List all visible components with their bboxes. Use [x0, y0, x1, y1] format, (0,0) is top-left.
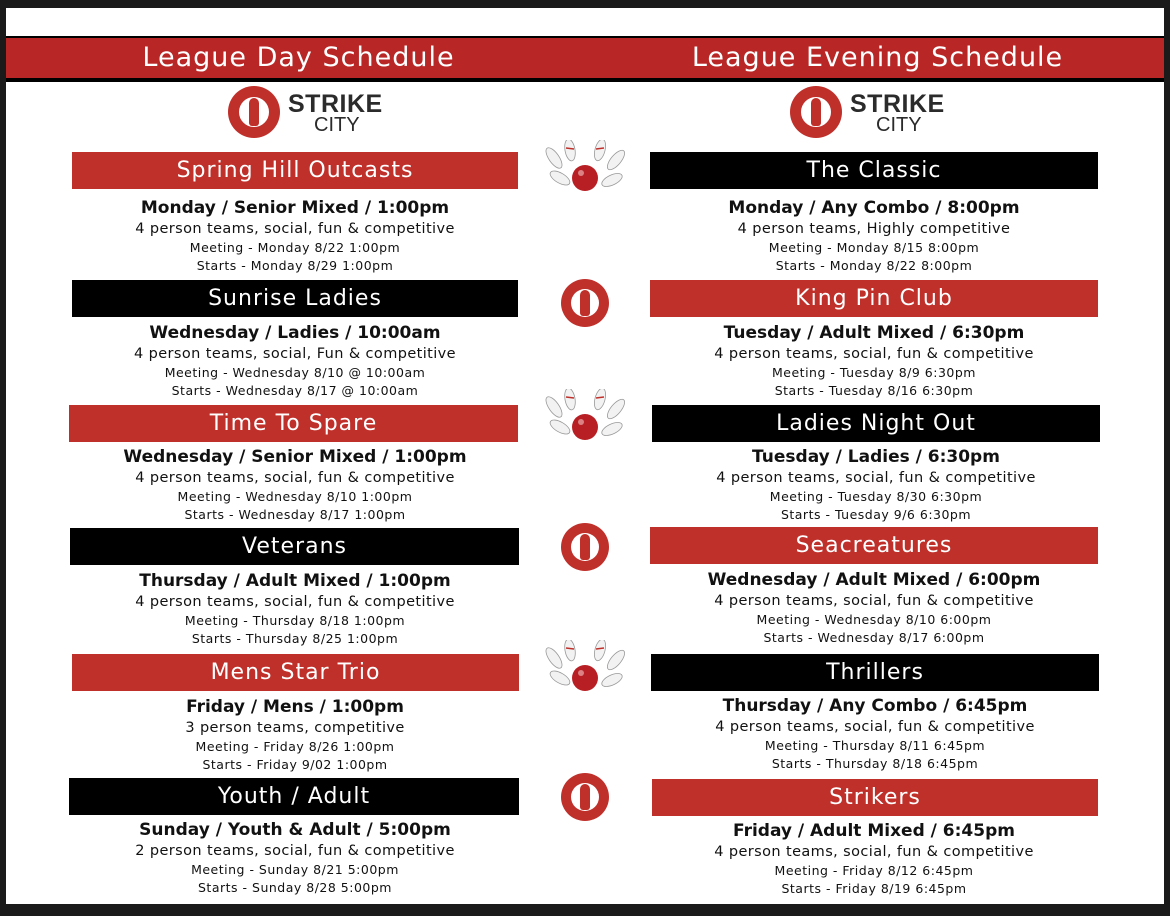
league-meeting: Meeting - Wednesday 8/10 @ 10:00am [164, 365, 426, 380]
league-meeting: Meeting - Tuesday 8/9 6:30pm [772, 365, 976, 380]
league-info [650, 568, 1098, 647]
schedule-flyer [6, 8, 1164, 904]
league-schedule: Tuesday / Adult Mixed / 6:30pm [723, 323, 1025, 343]
league-details: 2 person teams, social, fun & competitive [135, 843, 455, 859]
bowling-pins-strike-icon [540, 640, 630, 702]
day-schedule-title: League Day Schedule [142, 42, 455, 73]
league-starts: Starts - Thursday 8/25 1:00pm [191, 631, 399, 646]
league-details: 4 person teams, social, fun & competitive [716, 470, 1036, 486]
league-starts: Starts - Tuesday 8/16 6:30pm [774, 383, 974, 398]
strike-city-logo-right: STRIKE CITY [790, 86, 960, 142]
league-title-spring-hill-outcasts: Spring Hill Outcasts [72, 152, 518, 189]
league-schedule: Friday / Mens / 1:00pm [186, 697, 404, 717]
league-info [650, 819, 1098, 898]
league-details: 4 person teams, social, fun & competitive [714, 844, 1034, 860]
league-title-king-pin-club: King Pin Club [650, 280, 1098, 317]
league-starts: Starts - Tuesday 9/6 6:30pm [780, 507, 972, 522]
league-starts: Starts - Sunday 8/28 5:00pm [198, 880, 392, 895]
league-starts: Starts - Thursday 8/18 6:45pm [771, 756, 979, 771]
league-title-mens-star-trio: Mens Star Trio [72, 654, 519, 691]
league-starts: Starts - Wednesday 8/17 1:00pm [184, 507, 406, 522]
league-starts: Starts - Wednesday 8/17 6:00pm [763, 630, 985, 645]
league-details: 4 person teams, social, Fun & competitive [134, 346, 456, 362]
league-details: 4 person teams, Highly competitive [737, 221, 1011, 237]
league-details: 4 person teams, social, fun & competitive [135, 221, 455, 237]
league-schedule: Monday / Any Combo / 8:00pm [728, 198, 1020, 218]
league-meeting: Meeting - Monday 8/15 8:00pm [768, 240, 980, 255]
league-details: 4 person teams, social, fun & competitive [715, 719, 1035, 735]
league-title-strikers: Strikers [652, 779, 1098, 816]
league-title-time-to-spare: Time To Spare [69, 405, 518, 442]
league-starts: Starts - Friday 8/19 6:45pm [781, 881, 967, 896]
bowling-pin-logo-icon [561, 773, 609, 821]
league-meeting: Meeting - Thursday 8/18 1:00pm [184, 613, 406, 628]
league-meeting: Meeting - Friday 8/12 6:45pm [774, 863, 974, 878]
league-title-seacreatures: Seacreatures [650, 527, 1098, 564]
league-title-veterans: Veterans [70, 528, 519, 565]
league-meeting: Meeting - Tuesday 8/30 6:30pm [769, 489, 983, 504]
league-meeting: Meeting - Friday 8/26 1:00pm [195, 739, 395, 754]
league-details: 4 person teams, social, fun & competitive [714, 593, 1034, 609]
league-title-sunrise-ladies: Sunrise Ladies [72, 280, 518, 317]
league-meeting: Meeting - Thursday 8/11 6:45pm [764, 738, 986, 753]
league-starts: Starts - Friday 9/02 1:00pm [202, 757, 388, 772]
league-schedule: Sunday / Youth & Adult / 5:00pm [139, 820, 451, 840]
header-bar [6, 36, 1164, 82]
league-title-youth-adult: Youth / Adult [69, 778, 519, 815]
league-info [72, 695, 518, 774]
league-meeting: Meeting - Sunday 8/21 5:00pm [191, 862, 399, 877]
strike-city-logo-left: STRIKE CITY [228, 86, 398, 142]
league-info [72, 818, 518, 897]
league-details: 4 person teams, social, fun & competitive [714, 346, 1034, 362]
league-info [650, 321, 1098, 400]
league-details: 3 person teams, competitive [185, 720, 405, 736]
bowling-pins-strike-icon [540, 389, 630, 451]
league-info [72, 445, 518, 524]
league-info [651, 694, 1099, 773]
league-schedule: Wednesday / Ladies / 10:00am [149, 323, 441, 343]
league-info [72, 321, 518, 400]
bowling-pin-logo-icon [561, 279, 609, 327]
league-title-thrillers: Thrillers [651, 654, 1099, 691]
league-info [72, 569, 518, 648]
league-schedule: Wednesday / Senior Mixed / 1:00pm [123, 447, 467, 467]
league-schedule: Monday / Senior Mixed / 1:00pm [140, 198, 450, 218]
league-schedule: Thursday / Adult Mixed / 1:00pm [139, 571, 451, 591]
bowling-pins-strike-icon [540, 140, 630, 202]
league-schedule: Thursday / Any Combo / 6:45pm [722, 696, 1028, 716]
league-starts: Starts - Monday 8/29 1:00pm [196, 258, 394, 273]
league-info [652, 445, 1100, 524]
league-meeting: Meeting - Wednesday 8/10 6:00pm [756, 612, 992, 627]
league-title-the-classic: The Classic [650, 152, 1098, 189]
league-info [650, 196, 1098, 275]
league-schedule: Friday / Adult Mixed / 6:45pm [733, 821, 1015, 841]
league-meeting: Meeting - Wednesday 8/10 1:00pm [177, 489, 413, 504]
league-details: 4 person teams, social, fun & competitive [135, 470, 455, 486]
league-starts: Starts - Monday 8/22 8:00pm [775, 258, 973, 273]
evening-schedule-title: League Evening Schedule [691, 42, 1064, 73]
league-meeting: Meeting - Monday 8/22 1:00pm [189, 240, 401, 255]
bowling-pin-logo-icon [561, 523, 609, 571]
league-starts: Starts - Wednesday 8/17 @ 10:00am [171, 383, 419, 398]
league-schedule: Tuesday / Ladies / 6:30pm [752, 447, 1000, 467]
league-title-ladies-night-out: Ladies Night Out [652, 405, 1100, 442]
league-info [72, 196, 518, 275]
league-schedule: Wednesday / Adult Mixed / 6:00pm [707, 570, 1041, 590]
league-details: 4 person teams, social, fun & competitive [135, 594, 455, 610]
